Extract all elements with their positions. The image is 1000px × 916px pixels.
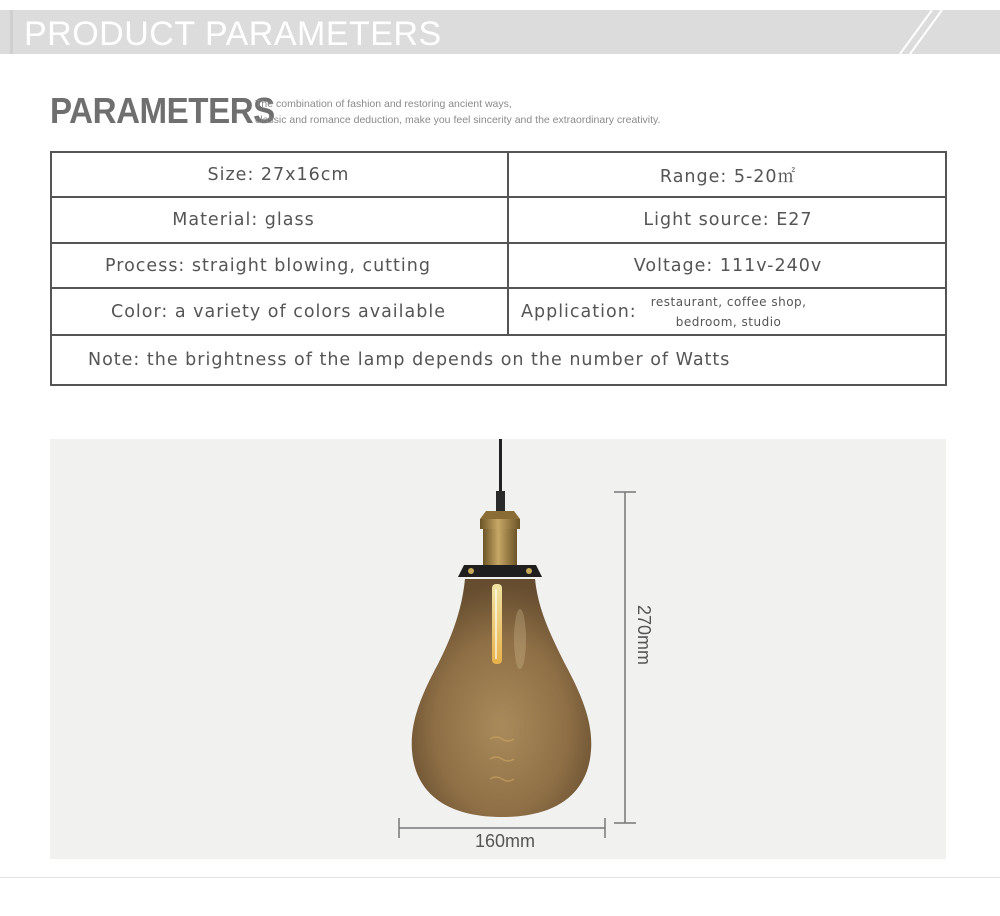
banner-stripes-decoration — [890, 10, 950, 54]
banner-accent-bar — [10, 10, 13, 54]
voltage-cell: Voltage: 111v-240v — [633, 256, 823, 276]
table-row — [50, 196, 947, 242]
lamp-dimension-diagram — [50, 439, 946, 859]
height-label: 270mm — [634, 605, 654, 666]
application-line-1: restaurant, coffee shop, — [650, 294, 807, 309]
parameters-heading: PARAMETERS — [50, 90, 275, 131]
glass-highlight — [514, 609, 526, 669]
range-cell: Range: 5-20㎡ — [659, 166, 797, 187]
spec-table — [50, 151, 947, 384]
lamp-cord — [499, 439, 502, 494]
cord-grip — [496, 491, 505, 511]
table-right-border — [945, 151, 947, 384]
banner-title: PRODUCT PARAMETERS — [24, 15, 442, 53]
process-cell: Process: straight blowing, cutting — [105, 256, 431, 276]
note-cell: Note: the brightness of the lamp depends on the number of Watts — [88, 350, 731, 370]
table-row — [50, 287, 947, 334]
footer-divider — [0, 877, 1000, 878]
color-cell: Color: a variety of colors available — [110, 301, 446, 322]
description-line-2: classic and romance deduction, make you feel sincerity and the extraordinary creativity. — [255, 114, 661, 126]
application-values — [651, 292, 807, 332]
table-middle-divider — [507, 151, 509, 334]
application-line-2: bedroom, studio — [675, 314, 782, 329]
size-cell: Size: 27x16cm — [207, 165, 350, 185]
shade-collar — [458, 565, 542, 577]
height-dimension-line — [614, 492, 636, 823]
table-row — [50, 242, 947, 288]
light-source-cell: Light source: E27 — [643, 210, 813, 230]
table-row — [50, 151, 947, 197]
width-label: 160mm — [474, 831, 536, 851]
description-line-1: The combination of fashion and restoring ancient ways, — [255, 98, 512, 110]
parameters-description — [255, 96, 660, 128]
application-cell — [509, 289, 947, 334]
application-label: Application: — [521, 301, 637, 322]
product-photo — [50, 439, 946, 859]
brass-socket — [480, 511, 520, 565]
table-row — [50, 334, 947, 386]
table-left-border — [50, 151, 52, 384]
material-cell: Material: glass — [172, 210, 315, 230]
